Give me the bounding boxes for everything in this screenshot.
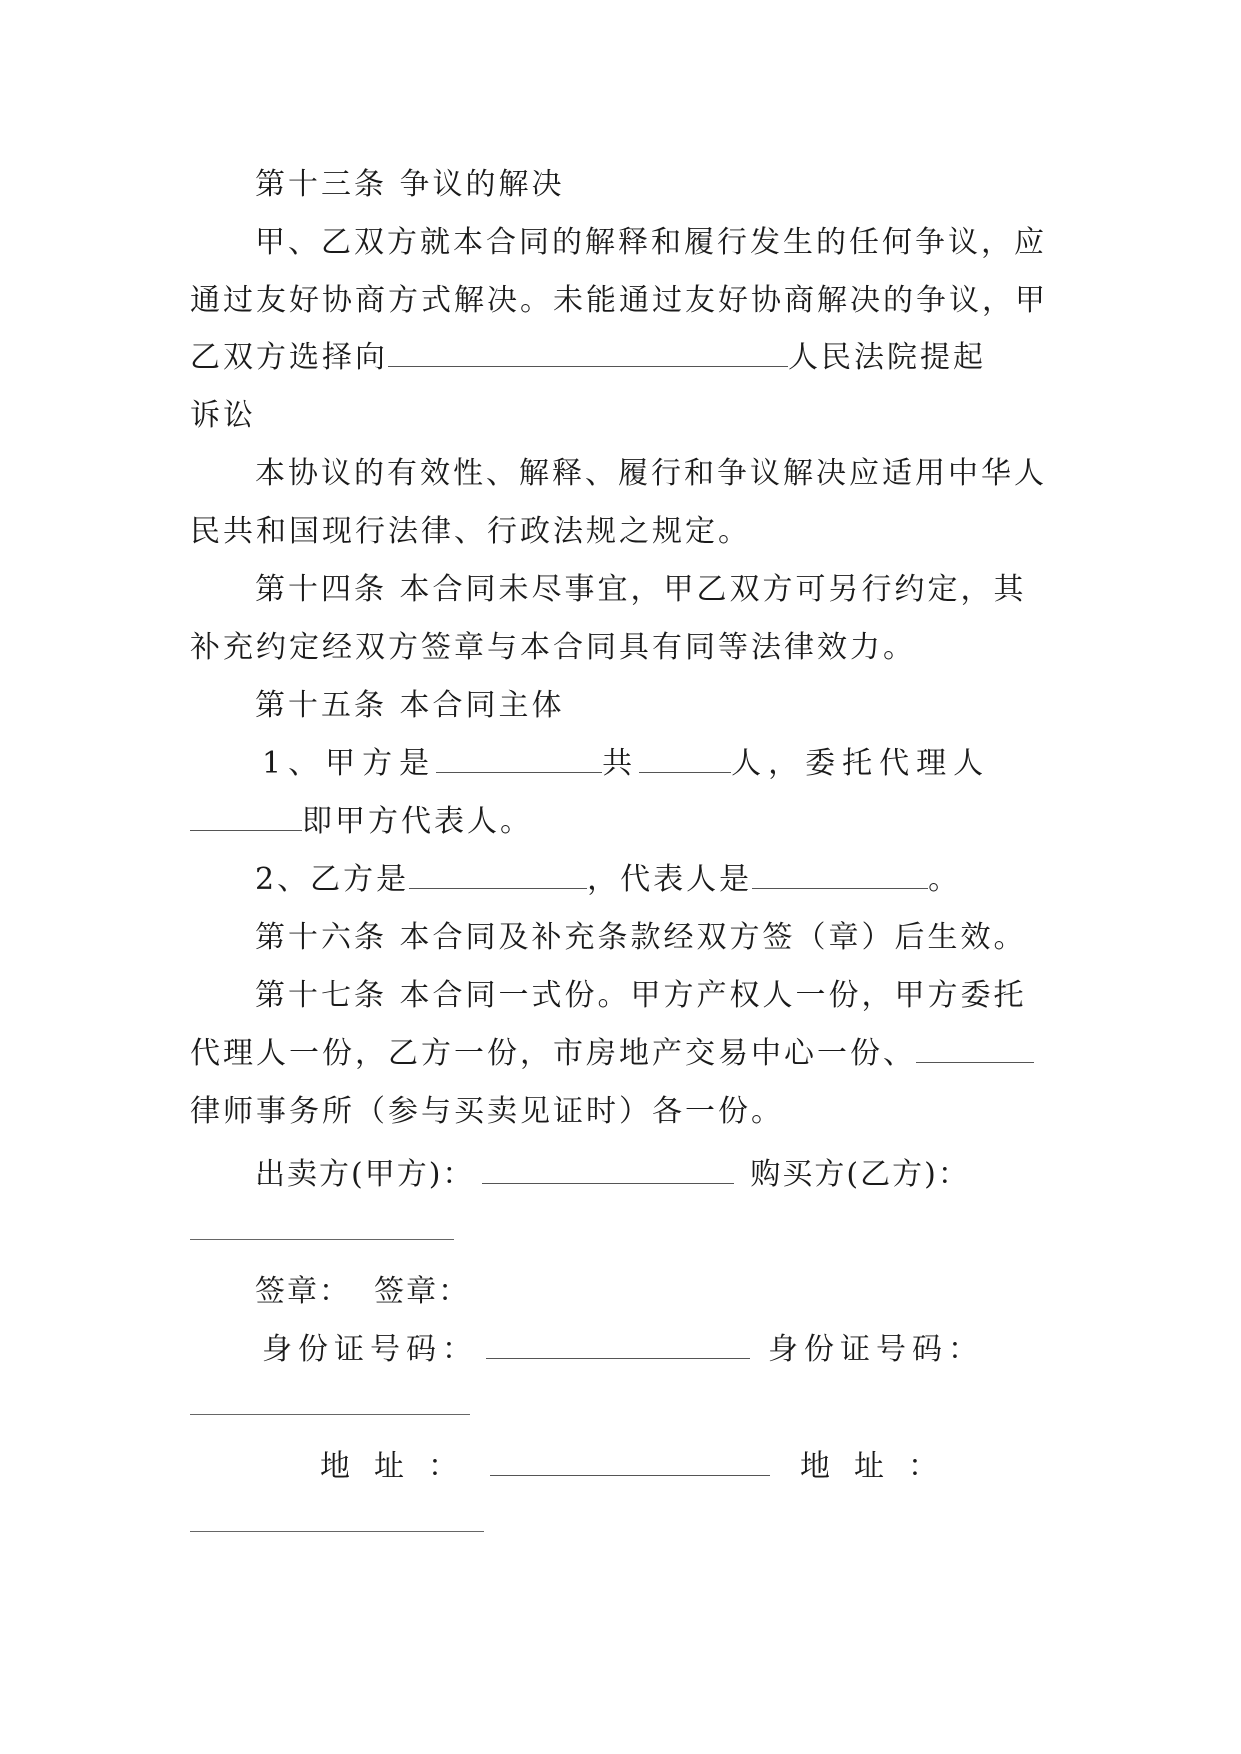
agent-name-blank[interactable]: [190, 804, 302, 831]
id-number-line: [262, 1330, 984, 1370]
article-13-paragraph-line: [190, 338, 986, 378]
party-b-name-blank[interactable]: [409, 862, 587, 889]
party-b-label: 2、乙方是: [255, 862, 410, 897]
buyer-id-blank[interactable]: [190, 1414, 470, 1415]
party-b-rep-label: ，代表人是: [587, 862, 753, 897]
article-15-title: 第十五条 本合同主体: [255, 688, 565, 723]
party-a-count-label: 共: [602, 746, 640, 781]
governing-law-line: 本协议的有效性、解释、履行和争议解决应适用中华人: [255, 456, 1047, 491]
seller-label: 出卖方(甲方)：: [255, 1157, 475, 1192]
seal-labels: 签章： 签章：: [255, 1274, 471, 1309]
article-17-line: [190, 1034, 1034, 1074]
court-choice-text: 乙双方选择向: [190, 340, 388, 375]
buyer-address-label: 地址：: [800, 1449, 962, 1484]
party-b-rep-blank[interactable]: [752, 862, 928, 889]
article-13-paragraph-line: 诉讼: [190, 398, 256, 433]
buyer-label: 购买方(乙方)：: [750, 1157, 970, 1192]
article-13-title: 第十三条 争议的解决: [255, 167, 565, 202]
seller-address-blank[interactable]: [490, 1449, 770, 1476]
buyer-id-label: 身份证号码：: [768, 1332, 984, 1367]
court-suffix-text: 人民法院提起: [788, 340, 986, 375]
court-name-blank[interactable]: [388, 340, 788, 367]
governing-law-line: 民共和国现行法律、行政法规之规定。: [190, 514, 751, 549]
seller-name-blank[interactable]: [482, 1157, 734, 1184]
seller-address-label: 地址：: [320, 1449, 482, 1484]
article-17-line: 第十七条 本合同一式份。甲方产权人一份，甲方委托: [255, 978, 1027, 1013]
article-15-item-1: [262, 744, 990, 784]
seller-id-blank[interactable]: [486, 1332, 750, 1359]
address-line: [320, 1447, 962, 1487]
article-15-item-1-cont: [190, 802, 533, 842]
law-firm-blank[interactable]: [916, 1036, 1034, 1063]
buyer-name-blank[interactable]: [190, 1239, 454, 1240]
party-a-name-blank[interactable]: [436, 746, 602, 773]
article-17-line: 律师事务所（参与买卖见证时）各一份。: [190, 1094, 784, 1129]
party-a-label: 1、甲方是: [262, 746, 437, 781]
article-14-line: 补充约定经双方签章与本合同具有同等法律效力。: [190, 630, 916, 665]
seller-id-label: 身份证号码：: [262, 1332, 478, 1367]
party-a-representative-text: 即甲方代表人。: [302, 804, 533, 839]
article-16: 第十六条 本合同及补充条款经双方签（章）后生效。: [255, 920, 1027, 955]
article-17-text: 代理人一份，乙方一份，市房地产交易中心一份、: [190, 1036, 916, 1071]
buyer-address-blank[interactable]: [190, 1531, 484, 1532]
article-13-paragraph-line: 甲、乙双方就本合同的解释和履行发生的任何争议，应: [255, 225, 1047, 260]
article-15-item-2: [255, 860, 961, 900]
agent-label: 人，委托代理人: [731, 746, 991, 781]
article-14-line: 第十四条 本合同未尽事宜，甲乙双方可另行约定，其: [255, 572, 1027, 607]
period-mark: 。: [928, 862, 962, 897]
party-a-count-blank[interactable]: [639, 746, 731, 773]
article-13-paragraph-line: 通过友好协商方式解决。未能通过友好协商解决的争议，甲: [190, 283, 1048, 318]
signature-party-line: [255, 1155, 970, 1195]
